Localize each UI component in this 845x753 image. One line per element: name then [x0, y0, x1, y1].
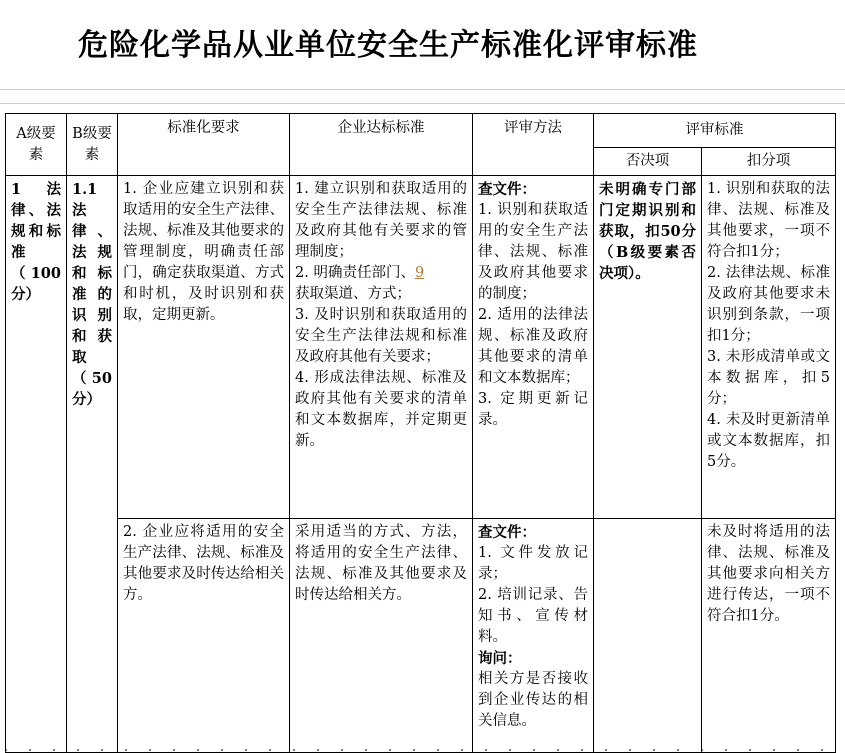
- header-review-standard: 评审标准: [594, 114, 836, 148]
- header-enterprise-standard: 企业达标标准: [290, 114, 473, 176]
- enterprise-standard-cell: 采用适当的方式、方法，将适用的安全生产法律、法规、标准及其他要求及时传达给相关方。: [290, 519, 473, 753]
- deduction-item: 1. 识别和获取的法律、法规、标准及其他要求，一项不符合扣1分；: [707, 181, 830, 260]
- deduction-cell: 未及时将适用的法律、法规、标准及其他要求向相关方进行传达，一项不符合扣1分。: [702, 519, 836, 753]
- method-heading: 查文件：: [478, 524, 536, 541]
- next-row-edge: [0, 745, 845, 753]
- header-review-method: 评审方法: [473, 114, 594, 176]
- review-method-cell: [473, 176, 594, 519]
- method-item: 1. 文件发放记录；: [478, 545, 588, 582]
- method-item: 3. 定期更新记录。: [478, 391, 588, 428]
- veto-cell: [594, 519, 702, 753]
- reference-link[interactable]: 9: [414, 265, 425, 281]
- standard-item: 2. 明确责任部门、9: [295, 265, 425, 281]
- standard-item: 4. 形成法律法规、标准及政府其他有关要求的清单和文本数据库，并定期更新。: [295, 370, 467, 449]
- review-method-cell: [473, 519, 594, 753]
- divider: [0, 103, 845, 104]
- deduction-item: 4. 未及时更新清单或文本数据库，扣5分。: [707, 412, 830, 470]
- standard-item: 1. 建立识别和获取适用的安全生产法律法规、标准及政府其他有关要求的管理制度；: [295, 181, 467, 260]
- method-item: 相关方是否接收到企业传达的相关信息。: [478, 671, 588, 729]
- veto-cell: 未明确专门部门定期识别和获取，扣50分（B级要素否决项）。: [594, 176, 702, 519]
- requirement-cell: 2. 企业应将适用的安全生产法律、法规、标准及其他要求及时传达给相关方。: [118, 519, 290, 753]
- method-heading: 询问：: [478, 650, 522, 667]
- page-title: 危险化学品从业单位安全生产标准化评审标准: [78, 28, 698, 63]
- method-item: 2. 培训记录、告知书、宣传材料。: [478, 587, 588, 645]
- standards-table: [5, 113, 836, 753]
- requirement-cell: 1. 企业应建立识别和获取适用的安全生产法律、法规、标准及其他要求的管理制度，明确责任部门，确定获取渠道、方式和时机，及时识别和获取，定期更新。: [118, 176, 290, 519]
- header-veto: 否决项: [594, 148, 702, 176]
- standard-item: 获取渠道、方式；: [295, 286, 411, 302]
- header-b-level: B级要素: [67, 114, 118, 176]
- divider: [0, 89, 845, 90]
- a-level-cell: 1 法律、法规和标准（100分）: [6, 176, 67, 753]
- standard-item: 3. 及时识别和获取适用的安全生产法律法规和标准及政府其他有关要求；: [295, 307, 467, 365]
- deduction-item: 2. 法律法规、标准及政府其他要求未识别到条款，一项扣1分；: [707, 265, 830, 344]
- deduction-item: 3. 未形成清单或文本数据库，扣5分；: [707, 349, 830, 407]
- deduction-cell: [702, 176, 836, 519]
- header-a-level: A级要素: [6, 114, 67, 176]
- method-heading: 查文件：: [478, 181, 536, 198]
- header-requirement: 标准化要求: [118, 114, 290, 176]
- header-deduction: 扣分项: [702, 148, 836, 176]
- method-item: 2. 适用的法律法规、标准及政府其他要求的清单和文本数据库；: [478, 307, 588, 386]
- b-level-cell: 1.1 法律、法规和标准的识别和获取（50分）: [67, 176, 118, 753]
- method-item: 1. 识别和获取适用的安全生产法律、法规、标准及政府其他要求的制度；: [478, 202, 588, 302]
- enterprise-standard-cell: [290, 176, 473, 519]
